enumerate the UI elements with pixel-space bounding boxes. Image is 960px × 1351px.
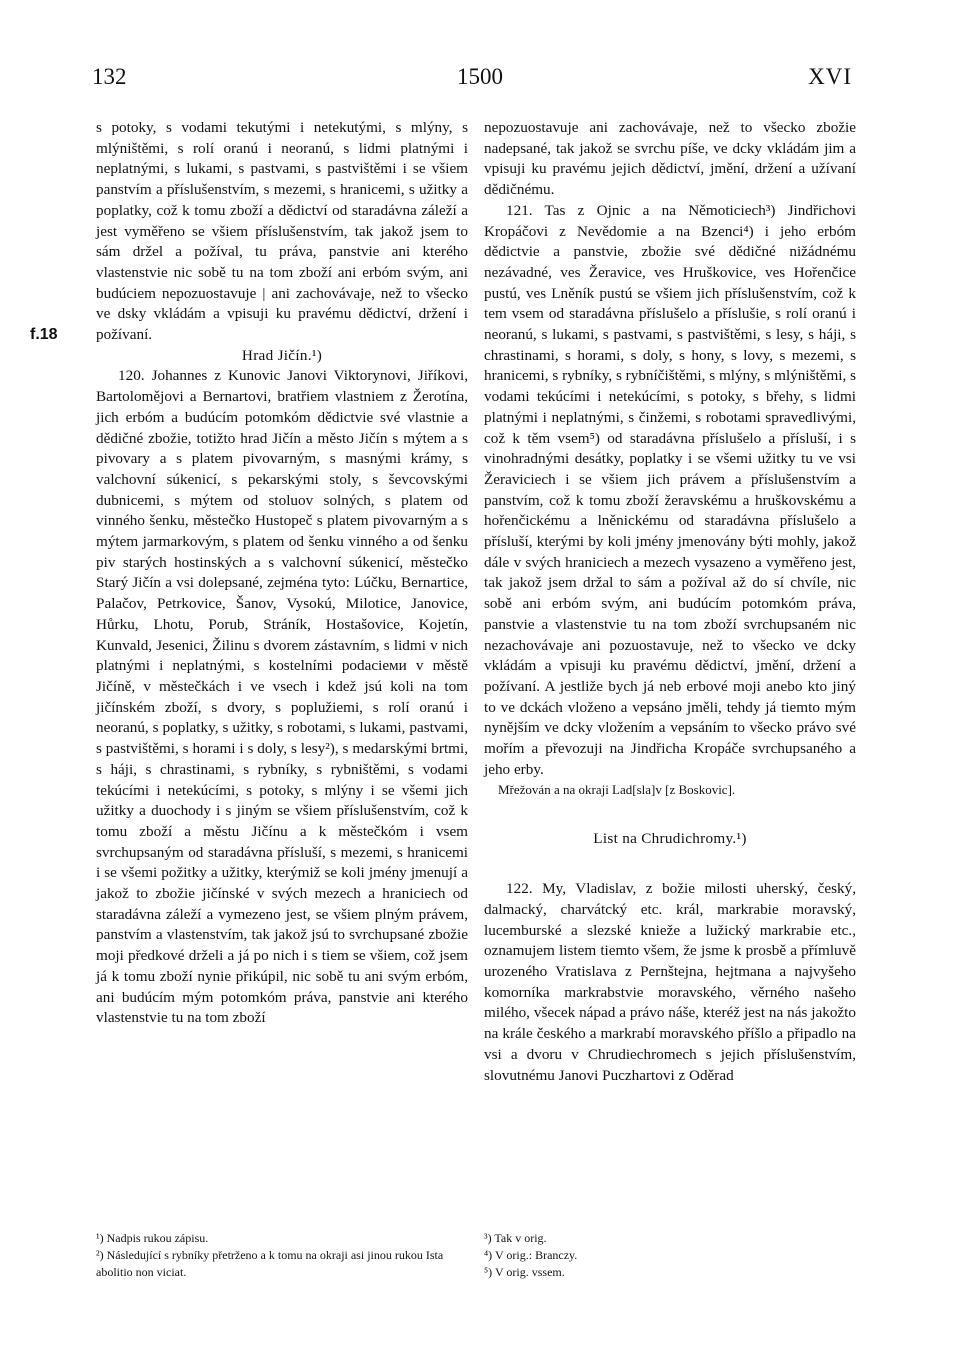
marginal-endnote: Mřežován a na okraji Lad[sla]v [z Boskovic]. xyxy=(498,781,736,797)
footnote-5: ⁵) V orig. vssem. xyxy=(484,1265,565,1279)
section-heading-chrudichromy: List na Chrudichromy.¹) xyxy=(593,829,747,847)
page-number: 132 xyxy=(92,64,127,89)
year-header: 1500 xyxy=(457,64,503,89)
entry-120: 120. Johannes z Kunovic Janovi Viktorynovi, Jiříkovi, Bartolomějovi a Bernartovi, bratřiem vlastniem z Žerotína, jich erbóm a budúcím potomkóm dědictvie své vlastnie a dědičné zbožie, totižto hrad Jičín a město Jičín s mýtem a s pivovary a s platem pivovarným, s masnými krámy, s valchovní súkenicí, s pekarskými stoly, s ševcovskými dubnicemi, s mýtem od stoluov solných, s platem od vinného šenku, městečko Hustopeč s platem pivovarným a s mýtem jarmarkovým, s platem od šenku vinného a od šenku piv starých hostinských a s valchovní súkenicí, městečko Starý Jičín a vsi dolepsané, zejména tyto: Lúčku, Bernartice, Palačov, Petrkovice, Šanov, Vysokú, Milotice, Janovice, Hůrku, Lhotu, Porub, Stráník, Hostašovice, Kojetín, Kunvald, Jesenici, Žilinu s dvorem zástavním, s lidmi v nich platnými i neplatnými, s kostelními podacieми v městě Jičíně, v městečkách i ve vsech i kdež jsú koli na tom jičínském zboží, s dvory, s poplužiemi, s rolí oranú i neoranú, s poplatky, s užitky, s robotami, s lukami, pastvami, s pastvištěmi, s horami i s doly, s lesy²), s medarskými brtmi, s háji, s chrastinami, s rybníky, s rybništěmi, s vodami tekúcími i netekúcími, s potoky, s mlýny i se všemi jich užitky a duochody i s jiným se všiem příslušenstvím, což k tomu zboží a městu Jičínu a k městečkóm i vsem svrchupsaným od staradávna přísluší, s mezemi, s hranicemi i se všemi požitky a užitky, kterýmiž se koli jmény jmenují a jakož to zbožie jičínské v svých mezech a hraniciech od staradávna záleží a vymezeno jest, se všiem plným právem, panstvím a vlastenstvím, tak jakož jsú to svrchupsané zbožie moji předkové drželi a já po nich i s tiem se všiem, což jsem já k tomu zboží nynie přikúpil, nic sobě tu ani svým erbóm, ani budúcím mým potomkóm práva, panstvie ani kterého vlastenstvie tu na tom zboží xyxy=(96,367,468,1027)
section-numeral: XVI xyxy=(808,64,852,89)
footnote-2: ²) Následující s rybníky přetrženo a k tomu na okraji asi jinou rukou Ista abolitio non viciat. xyxy=(96,1248,444,1279)
footnotes-left xyxy=(96,1230,476,1281)
footnote-3: ³) Tak v orig. xyxy=(484,1231,547,1245)
section-heading-hrad-jicin: Hrad Jičín.¹) xyxy=(241,346,323,364)
entry-122: 122. My, Vladislav, z božie milosti uherský, český, dalmacký, charvátcký etc. král, markrabie moravský, lucemburské a slezské knieže a lužický markrabie etc., oznamujem listem tiemto všem, že jsme k prosbě a přímluvě urozeného Vratislava z Pernštejna, hejtmana a najvyšeho komorníka markrabstvie moravského, věrného našeho milého, všecek nápad a právo náše, kteréž jest na nás jakožto na krále českého a markrabí moravského příšlo a připadlo na vsi a dvoru v Chrudiechromech s jejich příslušenstvím, slovutnému Janovi Puczhartovi z Oděrad xyxy=(484,880,856,1084)
footnotes-right xyxy=(484,1230,864,1281)
right-column xyxy=(484,118,856,1086)
right-paragraph-continuation: nepozuostavuje ani zachovávaje, než to všecko zbožie nadepsané, tak jakož se svrchu píše, ve dcky vkládám jim a vpisuji ku pravému jejich dědictví, jmění, držení a užívaní dědičnému. xyxy=(484,119,856,199)
footnote-1: ¹) Nadpis rukou zápisu. xyxy=(96,1231,209,1245)
left-paragraph-continuation: s potoky, s vodami tekutými i netekutými, s mlýny, s mlýništěmi, s rolí oranú i neoranú, s lidmi platnými i neplatnými, s lukami, s pastvami, s pastvištěmi i se všiem panstvím a příslušenstvím, s mezemi, s hranicemi, s užitky a poplatky, což k tomu zboží a dědictví od staradávna záleží a jest vyměřeno se všiem příslušenstvím, tak jakož jsem to sám držel a požíval, tu práva, panstvie ani kterého vlastenstvie nic sobě tu na tom zboží ani erbóm svým, ani budúciem nepozuostavuje | ani zachovávaje, než to všecko ve dsky vkládám a vpisuji ku pravému dědictví, držení i požívaní. xyxy=(96,119,468,344)
entry-121: 121. Tas z Ojnic a na Němoticiech³) Jindřichovi Kropáčovi z Nevědomie a na Bzenci⁴) i jeho erbóm dědictvie a panstvie, zbožie své dědičné nižádnému nezávadné, ves Žeravice, ves Hruškovice, ves Hořenčice pustú, ves Lněník pustú se všiem jich příslušenstvím, což k tem vsem od staradávna příslušelo a příslušie, s rolí oranú i neoranú, s lukami, s pastvami, s pastvištěmi, s lesy, s háji, s chrastinami, s horami, s doly, s hony, s lovy, s mezemi, s hranicemi, s rybníky, s rybníčištěmi, s mlýny, s mlýništěmi, s vodami tekúcími i netekúcími, s potoky, s břehy, s lidmi platnými i neplatnými, s činžemi, s robotami spravedlivými, což k těm vsem⁵) od staradávna příslušelo a přísluší, i s vinohradnými desátky, poplatky i se všemi užitky tu ve vsi Žeraviciech i se všiem jich právem a příslušenstvím a panstvím, což k tomu zboží žeravskému a hruškovskému a hořenčickému a lněnickému od staradávna příslušelo a přísluší, kterými by koli jmény jmenovány býti mohly, jakož dále v svých hraniciech a mezech vysazeno a vyměřeno jest, tak jakož jsem držal to sám a požíval až do sí chvíle, nic sobě ani erbóm svým, ani budúcím potomkóm práva, panstvie a vlastenstvie tu na tom zboží svrchupsaném nic nezachovávaje ani pozuostavuje, než to všecko ve dcky vkládám a vpisuji ku pravému dědictví, jmění, držení a požívaní. A jestliže bych já neb erbové moji anebo kto jiný to ve dckách vloženo a vepsáno jměli, tehdy já tiemto mým nynějším ve dcky vložením a vepsáním to všecko právo své mořím a převozuji na Jindřicha Kropáče svrchupsaného a jeho erby. xyxy=(484,201,856,778)
footnote-4: ⁴) V orig.: Branczy. xyxy=(484,1248,578,1262)
left-column xyxy=(96,118,468,1029)
folio-margin-note: f.18 xyxy=(30,326,58,343)
